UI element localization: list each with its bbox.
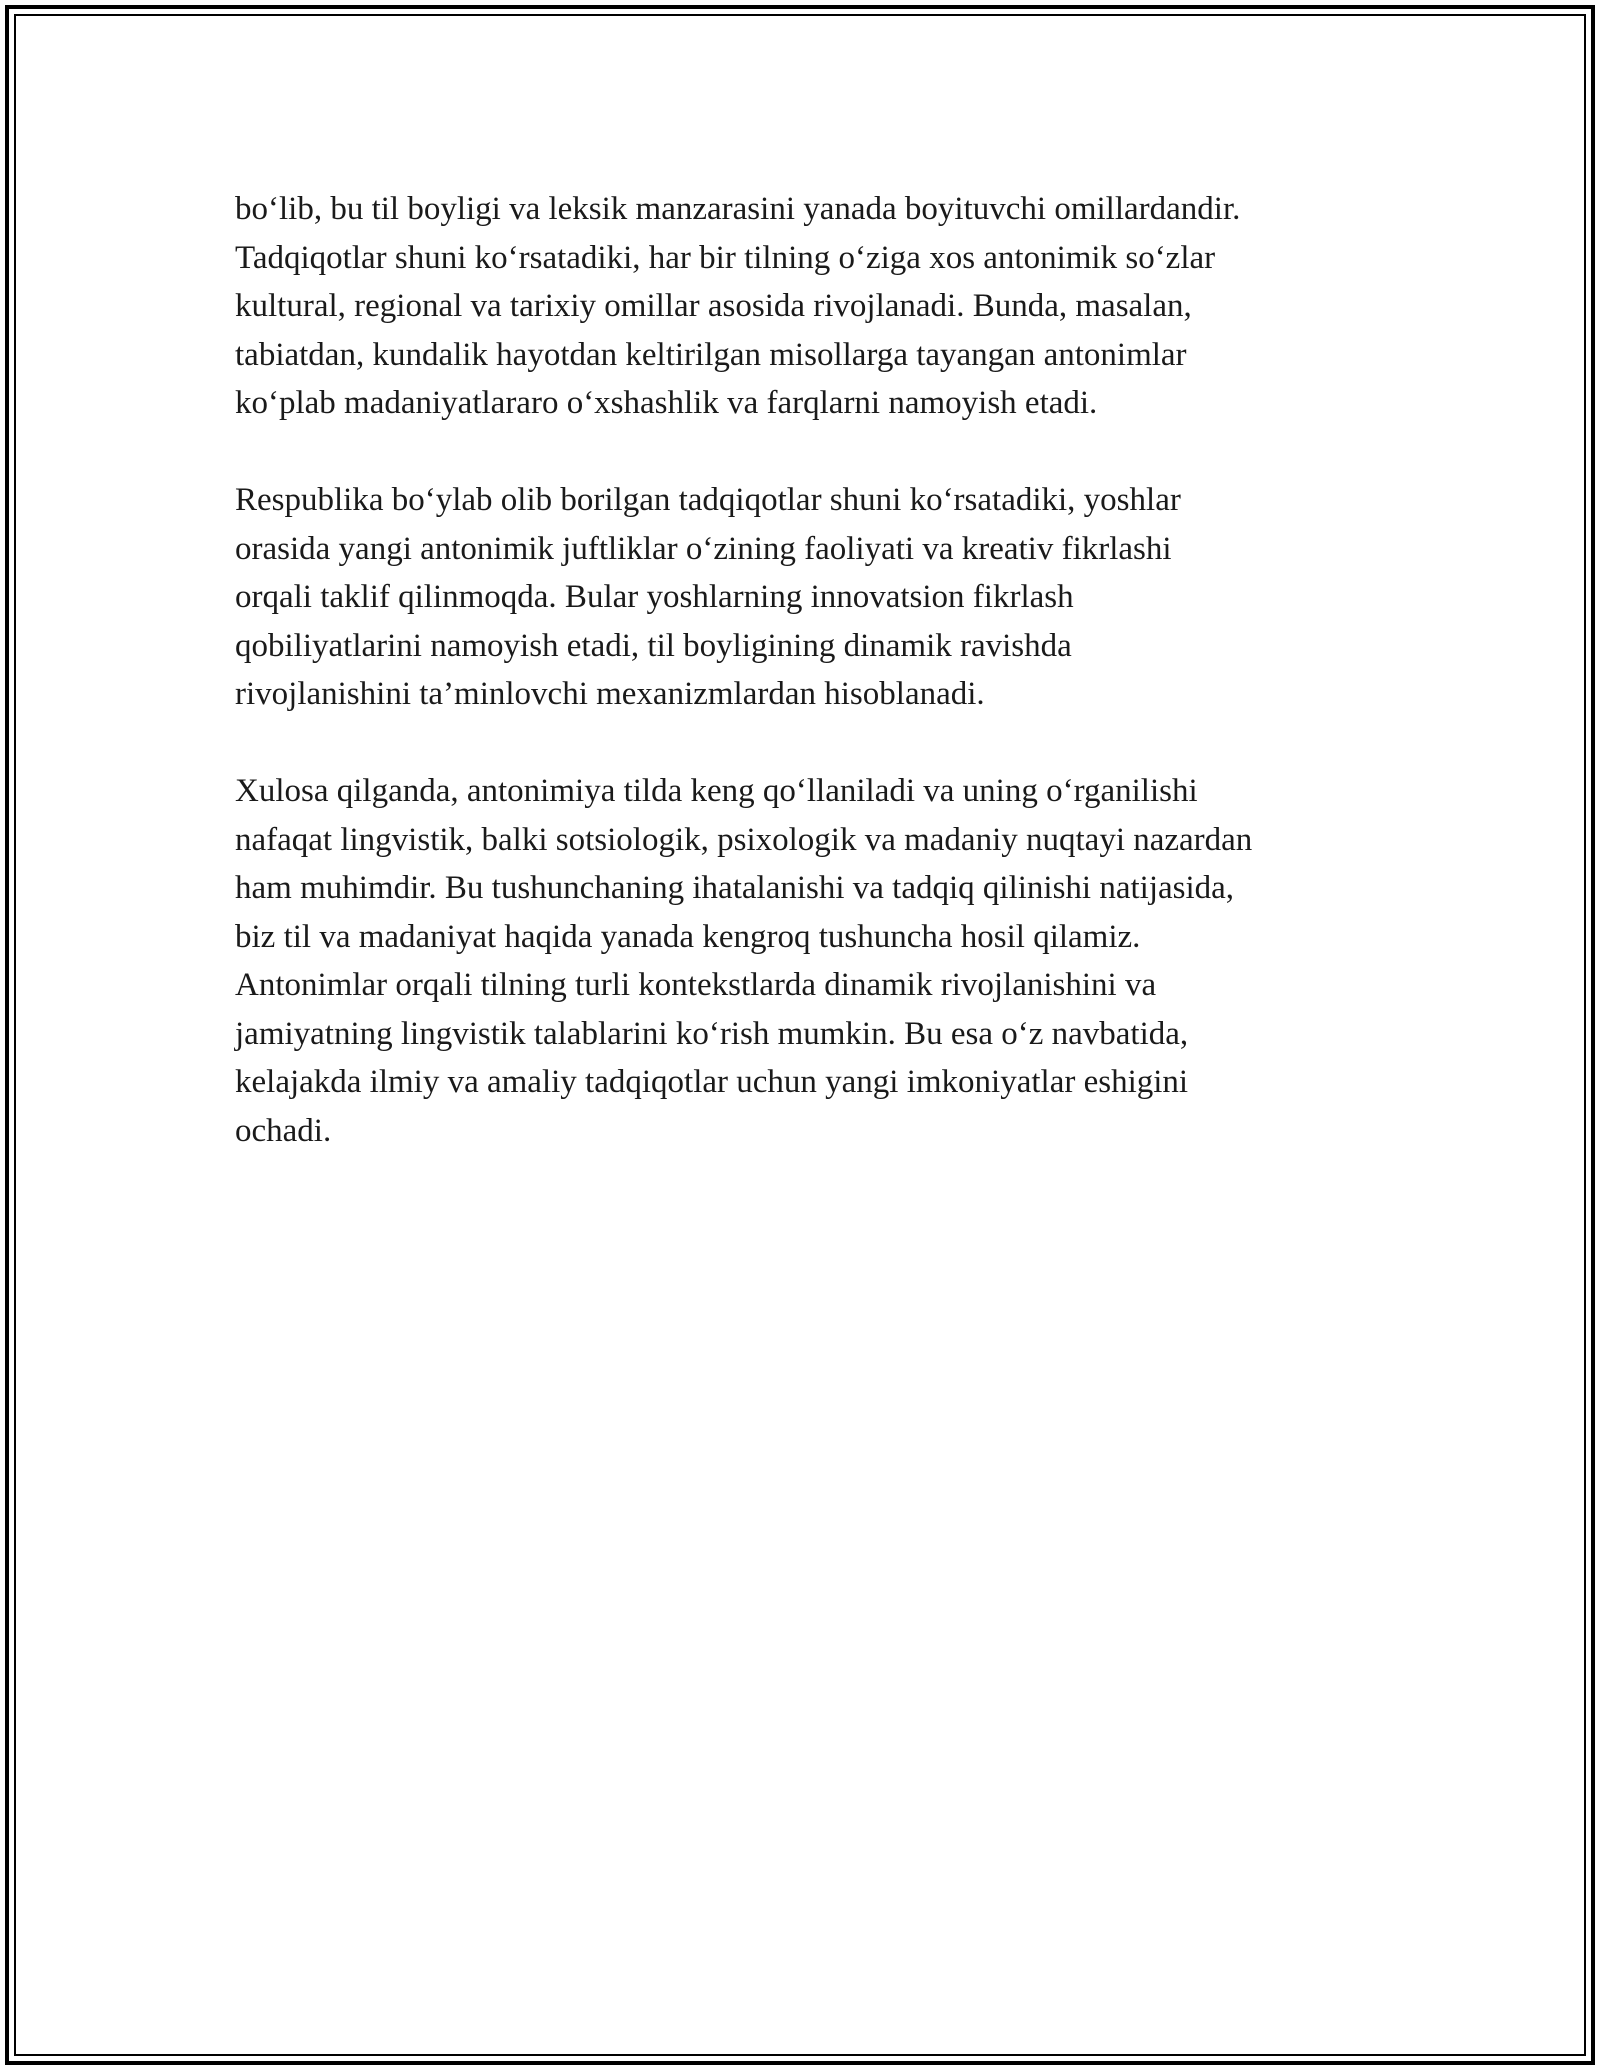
text-line: ochadi.: [235, 1112, 332, 1149]
paragraph-1: [235, 185, 1365, 428]
text-line: ham muhimdir. Bu tushunchaning ihatalanishi va tadqiq qilinishi natijasida,: [235, 870, 1235, 906]
text-line: Respublika bo‘ylab olib borilgan tadqiqotlar shuni ko‘rsatadiki, yoshlar: [235, 482, 1181, 518]
text-line: ko‘plab madaniyatlararo o‘xshashlik va farqlarni namoyish etadi.: [235, 385, 1098, 421]
text-line: Xulosa qilganda, antonimiya tilda keng qo‘llaniladi va uning o‘rganilishi: [235, 773, 1198, 809]
document-body: [235, 185, 1365, 1204]
text-line: rivojlanishini ta’minlovchi mexanizmlardan hisoblanadi.: [235, 676, 985, 712]
paragraph-2: [235, 476, 1365, 719]
text-line: biz til va madaniyat haqida yanada kengroq tushuncha hosil qilamiz.: [235, 918, 1141, 955]
text-line: Antonimlar orqali tilning turli kontekstlarda dinamik rivojlanishini va: [235, 967, 1157, 1003]
text-line: Tadqiqotlar shuni ko‘rsatadiki, har bir tilning o‘ziga xos antonimik so‘zlar: [235, 239, 1216, 276]
paragraph-3: [235, 767, 1365, 1155]
text-line: kultural, regional va tarixiy omillar asosida rivojlanadi. Bunda, masalan,: [235, 288, 1192, 324]
text-line: tabiatdan, kundalik hayotdan keltirilgan misollarga tayangan antonimlar: [235, 336, 1187, 373]
text-line: bo‘lib, bu til boyligi va leksik manzarasini yanada boyituvchi omillardandir.: [235, 191, 1241, 227]
text-line: orqali taklif qilinmoqda. Bular yoshlarning innovatsion fikrlash: [235, 579, 1074, 615]
text-line: qobiliyatlarini namoyish etadi, til boyligining dinamik ravishda: [235, 627, 1072, 664]
text-line: kelajakda ilmiy va amaliy tadqiqotlar uchun yangi imkoniyatlar eshigini: [235, 1064, 1189, 1100]
text-line: orasida yangi antonimik juftliklar o‘zining faoliyati va kreativ fikrlashi: [235, 530, 1172, 567]
text-line: jamiyatning lingvistik talablarini ko‘rish mumkin. Bu esa o‘z navbatida,: [235, 1015, 1189, 1052]
text-line: nafaqat lingvistik, balki sotsiologik, psixologik va madaniy nuqtayi nazardan: [235, 821, 1253, 858]
